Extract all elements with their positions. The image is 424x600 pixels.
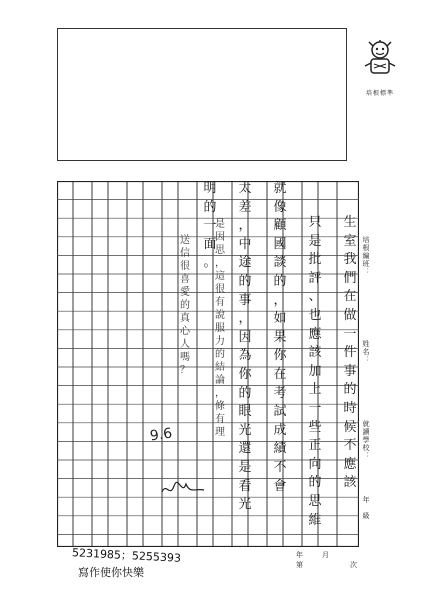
essay-char: 加 [308, 363, 322, 379]
essay-char: 應 [343, 456, 357, 472]
teacher-comment-1 [214, 220, 226, 441]
essay-char: 途 [238, 255, 252, 271]
essay-char: 評 [308, 270, 322, 286]
essay-char: 應 [308, 326, 322, 342]
essay-char: 中 [238, 236, 252, 252]
essay-char: 只 [308, 215, 322, 230]
essay-char: 光 [238, 497, 252, 513]
essay-char: 眼 [238, 404, 252, 420]
essay-char: 向 [308, 456, 322, 472]
essay-char: 做 [343, 307, 357, 323]
essay-char: 會 [273, 478, 287, 494]
label-year: 年 [296, 551, 303, 559]
essay-char: 思 [215, 245, 225, 256]
essay-char: 我 [343, 252, 357, 268]
label-name: 姓名： [362, 340, 370, 364]
essay-char: 就 [273, 181, 287, 196]
essay-char: 信 [180, 248, 190, 259]
essay-char: 嗎 [180, 352, 190, 363]
essay-char: 送 [180, 235, 190, 246]
essay-char: 人 [180, 339, 190, 350]
essay-char: 看 [238, 478, 252, 494]
label-class: 培根編班： [362, 236, 370, 276]
essay-char: 些 [308, 419, 322, 435]
essay-char: 的 [308, 475, 322, 491]
essay-char: 上 [308, 382, 322, 398]
essay-char: 力 [215, 336, 225, 347]
essay-char: 也 [308, 307, 322, 323]
essay-char: 考 [273, 385, 287, 401]
label-issue-suffix: 次 [350, 561, 357, 569]
essay-char: 很 [180, 261, 190, 272]
essay-char: 理 [215, 427, 225, 438]
essay-char: 試 [273, 404, 287, 420]
essay-char: 你 [238, 366, 252, 382]
essay-char: ， [215, 258, 225, 269]
essay-column-3 [272, 182, 288, 498]
teacher-feedback-box [57, 28, 347, 161]
essay-char: 明 [203, 181, 217, 196]
essay-char: 批 [308, 252, 322, 268]
essay-column-4 [237, 182, 253, 517]
essay-char: 生 [343, 215, 357, 230]
essay-char: 候 [343, 419, 357, 435]
essay-char: 有 [215, 297, 225, 308]
essay-char: 是 [215, 219, 225, 230]
essay-char: ， [273, 292, 287, 308]
essay-char: 談 [273, 255, 287, 271]
essay-char: 因 [215, 232, 225, 243]
essay-char: 在 [273, 366, 287, 382]
essay-char: 、 [308, 289, 322, 305]
essay-char: 國 [273, 236, 287, 252]
essay-char: 還 [238, 441, 252, 457]
teacher-comment-2 [179, 236, 191, 379]
score-mark: 9.6 [148, 425, 174, 445]
student-id-numbers: 5231985；5255393 [71, 546, 182, 565]
essay-char: ？ [180, 365, 190, 376]
essay-char: 們 [343, 270, 357, 286]
essay-char: 維 [308, 512, 322, 528]
essay-char: ， [215, 388, 225, 399]
label-issue: 第 [296, 561, 303, 569]
essay-char: 件 [343, 345, 357, 361]
essay-char: 很 [215, 284, 225, 295]
essay-char: 面 [203, 236, 217, 252]
essay-char: 結 [215, 362, 225, 373]
essay-char: 成 [273, 422, 287, 438]
essay-char: 一 [343, 326, 357, 342]
essay-char: 該 [343, 475, 357, 491]
essay-char: 的 [343, 382, 357, 398]
essay-char: 為 [238, 348, 252, 364]
essay-column-1 [342, 216, 358, 495]
teacher-signature-icon [160, 478, 206, 500]
essay-column-2 [307, 216, 323, 532]
brand-mascot-icon [361, 38, 399, 78]
essay-char: ， [238, 311, 252, 327]
essay-char: 的 [238, 385, 252, 401]
essay-char: 在 [343, 289, 357, 305]
essay-char: 因 [238, 329, 252, 345]
essay-char: 的 [238, 273, 252, 289]
essay-char: 一 [308, 400, 322, 416]
essay-char: 時 [343, 400, 357, 416]
essay-char: 不 [343, 438, 357, 454]
essay-char: 的 [273, 273, 287, 289]
essay-char: 說 [215, 310, 225, 321]
essay-char: 像 [273, 199, 287, 215]
essay-char: 條 [215, 401, 225, 412]
essay-char: 你 [273, 348, 287, 364]
essay-char: ， [238, 218, 252, 234]
essay-char: 論 [215, 375, 225, 386]
essay-char: 愛 [180, 287, 190, 298]
essay-char: 光 [238, 422, 252, 438]
essay-char: 服 [215, 323, 225, 334]
essay-char: 一 [203, 218, 217, 234]
essay-char: 的 [203, 199, 217, 215]
essay-char: 事 [343, 363, 357, 379]
essay-char: 如 [273, 311, 287, 327]
essay-char: 不 [273, 459, 287, 475]
footer-slogan: 寫作使你快樂 [78, 566, 144, 579]
essay-char: 思 [308, 493, 322, 509]
essay-char: 室 [343, 233, 357, 249]
label-school: 就讀學校： [362, 420, 370, 460]
essay-char: 真 [180, 313, 190, 324]
essay-char: 該 [308, 345, 322, 361]
essay-char: 績 [273, 441, 287, 457]
essay-char: 心 [180, 326, 190, 337]
essay-char: 正 [308, 438, 322, 454]
essay-char: 差 [238, 199, 252, 215]
essay-char: 太 [238, 181, 252, 196]
essay-char: 的 [215, 349, 225, 360]
essay-char: 的 [180, 300, 190, 311]
label-month: 月 [322, 551, 329, 559]
essay-char: 是 [308, 233, 322, 249]
essay-char: 喜 [180, 274, 190, 285]
essay-char: 事 [238, 292, 252, 308]
essay-char: 是 [238, 459, 252, 475]
essay-char: 有 [215, 414, 225, 425]
brand-caption: 培根標準 [365, 90, 394, 97]
label-grade: 年 級 [362, 496, 370, 520]
essay-char: 顧 [273, 218, 287, 234]
essay-char: 這 [215, 271, 225, 282]
essay-char: 果 [273, 329, 287, 345]
essay-char: 。 [203, 255, 217, 271]
